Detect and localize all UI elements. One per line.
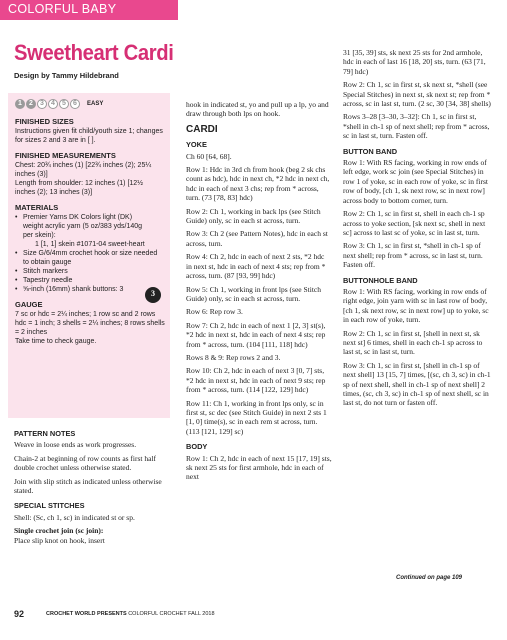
gauge-heading: GAUGE — [15, 300, 43, 309]
row-instruction: Rows 3–28 [3–30, 3–32]: Ch 1, sc in first st, *shell in ch-1 sp of next shell; rep from * across, sc in last st, turn. Fasten off. — [343, 112, 490, 141]
row-instruction: Row 10: Ch 2, hdc in each of next 3 [0, 7] sts, *2 hdc in next st, hdc in each of next 9 sts; rep from * across, turn. (114 [122, 129] hdc) — [186, 366, 326, 395]
yoke-heading: YOKE — [186, 140, 207, 150]
material-item: • Size G/6/4mm crochet hook or size needed to obtain gauge — [15, 249, 165, 267]
row-instruction: Row 2: Ch 1, sc in first st, [shell in next st, sk next st] 6 times, shell in each ch-1 sp across to last st, sc in last st, turn. — [343, 328, 483, 357]
skill-dot-6: 6 — [70, 99, 80, 109]
body-heading: BODY — [186, 442, 208, 452]
sc-join-title: Single crochet join (sc join): — [14, 526, 104, 536]
continued-text: hook in indicated st, yo and pull up a lp, yo and draw through both lps on hook. — [186, 100, 329, 119]
section-banner — [0, 0, 178, 20]
footer-publication — [46, 611, 215, 617]
skill-dot-2: 2 — [26, 99, 36, 109]
row-instruction: Row 2: Ch 1, working in back lps (see Stitch Guide) only, sc in each st across, turn. — [186, 206, 321, 226]
skill-dot-5: 5 — [59, 99, 69, 109]
row-instruction: Row 1: With RS facing, working in row ends of left edge, work sc join (see Special Stitches) in row 1 of yoke, sc in each row of yoke, sc in first row of body, [ch 1, sk next row, sc in next row] across body to bottom corner, turn. — [343, 158, 488, 205]
buttonhole-band-heading: BUTTONHOLE BAND — [343, 275, 418, 285]
body-text: Row 1: Ch 2, hdc in each of next 15 [17, 19] sts, sk next 25 sts for first armhole, hdc in each of next — [186, 453, 332, 482]
material-item: • Stitch markers — [15, 267, 165, 276]
note-paragraph: Join with slip stitch as indicated unless otherwise stated. — [14, 476, 162, 496]
skill-dot-1: 1 — [15, 99, 25, 109]
button-band-heading: BUTTON BAND — [343, 146, 398, 156]
row-instruction: Row 2: Ch 1, sc in first st, sk next st, *shell (see Special Stitches) in next st, sk next st; rep from * across, sc in last st, turn. (2 sc, 30 [34, 38] shells) — [343, 80, 491, 109]
page-number: 92 — [14, 609, 25, 619]
continued-text: 31 [35, 39] sts, sk next 25 sts for 2nd armhole, hdc in each of last 16 [18, 20] sts, turn. (63 [71, 79] hdc) — [343, 48, 486, 76]
yoke-text: Ch 60 [64, 68]. — [186, 151, 232, 161]
gauge-note: Take time to check gauge. — [15, 338, 97, 345]
material-item: • ⅝-inch (16mm) shank buttons: 3 — [15, 285, 165, 294]
row-instruction: Row 3: Ch 1, sc in first st, [shell in ch-1 sp of next shell] 13 [15, 7] times, [(sc, ch 3, sc) in ch-1 sp of next shell, shell in ch-1 sp of next shell] 2 times, (sc, ch 3, sc) in ch-1 sp of next shell, sc in last st, do not turn or fasten off. — [343, 360, 491, 408]
column-1 — [14, 423, 170, 549]
skill-level-label: EASY — [87, 100, 104, 107]
column-3 — [343, 48, 493, 412]
continued-note: Continued on page 109 — [396, 575, 463, 581]
sc-join-text: Place slip knot on hook, insert — [14, 535, 105, 545]
yarn-weight-icon: 3 — [145, 287, 161, 303]
skill-dot-4: 4 — [48, 99, 58, 109]
row-instruction: Row 6: Rep row 3. — [186, 307, 243, 317]
row-instruction: Rows 8 & 9: Rep rows 2 and 3. — [186, 352, 281, 362]
pattern-notes-heading: PATTERN NOTES — [14, 429, 76, 438]
row-instruction: Row 1: Hdc in 3rd ch from hook (beg 2 sk chs count as hdc), hdc in next ch, *2 hdc in next ch, hdc in each of next 3 chs; rep from * across, turn. (73 [78, 83] hdc) — [186, 165, 330, 203]
cardi-heading: CARDI — [186, 123, 218, 135]
material-item: 1 [1, 1] skein #1071-04 sweet-heart — [35, 241, 145, 248]
row-instruction: Row 3: Ch 1, sc in first st, *shell in ch-1 sp of next shell; rep from * across, sc in last st, turn. Fasten off. — [343, 241, 483, 270]
special-stitches-heading: SPECIAL STITCHES — [14, 501, 85, 511]
skill-level — [15, 99, 165, 109]
shell-definition: Shell: (Sc, ch 1, sc) in indicated st or sp. — [14, 512, 135, 522]
material-item: • Premier Yarns DK Colors light (DK) weight acrylic yarn (5 oz/383 yds/140g per skein): — [15, 213, 165, 240]
info-sidebar — [8, 93, 170, 418]
materials-heading: MATERIALS — [15, 203, 59, 212]
finished-sizes-heading: FINISHED SIZES — [15, 117, 74, 126]
row-instruction: Row 7: Ch 2, hdc in each of next 1 [2, 3] st(s), *2 hdc in next st, hdc in each of next 4 sts; rep from * across, turn. (104 [111, 118] hdc) — [186, 320, 326, 349]
material-item: • Tapestry needle — [15, 276, 165, 285]
finished-sizes-text: Instructions given fit child/youth size 1; changes for sizes 2 and 3 are in [ ]. — [15, 128, 163, 144]
designer-credit: Design by Tammy Hildebrand — [14, 71, 119, 80]
gauge-text: 7 sc or hdc = 2¼ inches; 1 row sc and 2 rows hdc = 1 inch; 3 shells = 2¼ inches; 8 rows shells = 2 inches — [15, 311, 165, 336]
banner-label: COLORFUL BABY — [8, 2, 117, 16]
issue-name: COLORFUL CROCHET FALL 2018 — [128, 611, 215, 617]
row-instruction: Row 2: Ch 1, sc in first st, shell in each ch-1 sp across to yoke section, [sk next sc, shell in next sc] across to last sc of yoke, sc in last st, turn. — [343, 209, 486, 237]
row-instruction: Row 4: Ch 2, hdc in each of next 2 sts, *2 hdc in next st, hdc in each of next 4 sts; rep from * across, turn. (87 [93, 99] hdc) — [186, 252, 326, 281]
row-instruction: Row 1: With RS facing, working in row ends of right edge, join yarn with sc in last row of body, [ch 1, sk next row, sc in next row] up to yoke, sc in each row of yoke, turn. — [343, 286, 489, 325]
skill-dot-3: 3 — [37, 99, 47, 109]
note-paragraph: Weave in loose ends as work progresses. — [14, 440, 137, 450]
page-title: Sweetheart Cardi — [14, 40, 174, 65]
note-paragraph: Chain-2 at beginning of row counts as first half double crochet unless otherwise stated. — [14, 453, 157, 473]
row-instruction: Row 3: Ch 2 (see Pattern Notes), hdc in each st across, turn. — [186, 229, 328, 248]
measurements-heading: FINISHED MEASUREMENTS — [15, 151, 116, 160]
length-text: Length from shoulder: 12 inches (1) [12½ inches (2); 13 inches (3)] — [15, 180, 144, 196]
chest-text: Chest: 20¾ inches (1) [22¾ inches (2); 25¼ inches (3)] — [15, 162, 152, 178]
column-2 — [186, 100, 332, 486]
row-instruction: Row 5: Ch 1, working in front lps (see Stitch Guide) only, sc in each st across, turn. — [186, 284, 321, 303]
row-instruction: Row 11: Ch 1, working in front lps only, sc in first st, sc dec (see Stitch Guide) in next 2 sts 1 [1, 0] time(s), sc in each rem st across, turn. (113 [121, 129] sc) — [186, 398, 327, 436]
publication-name: CROCHET WORLD PRESENTS — [46, 611, 127, 617]
materials-list — [15, 213, 165, 294]
